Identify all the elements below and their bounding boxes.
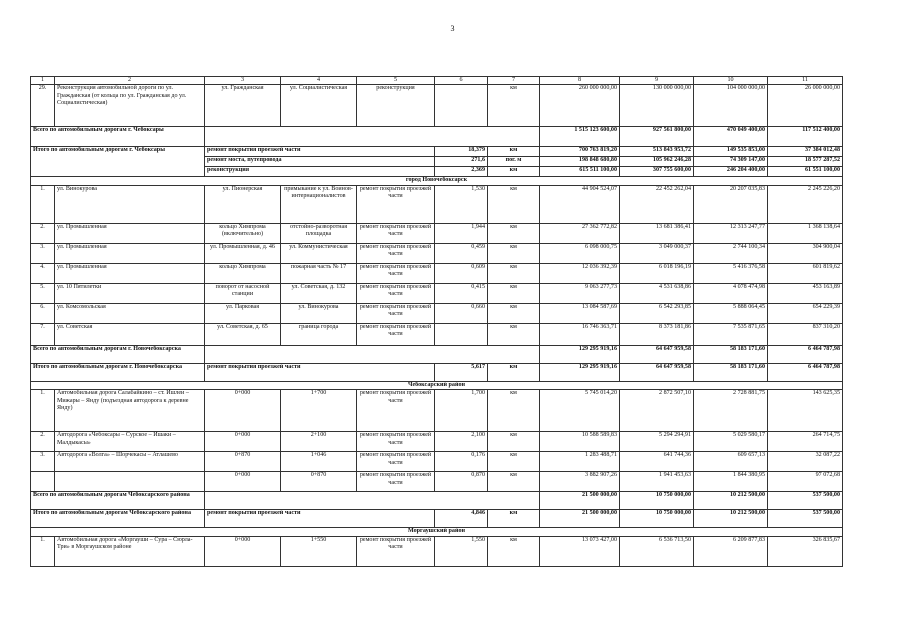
road-name-cell: ул. Промышленная (55, 263, 205, 283)
table-cell: 264 714,75 (768, 432, 843, 452)
table-cell: 1,530 (435, 185, 488, 223)
summary-value: 18 577 287,52 (768, 157, 843, 167)
section-title: Моргаушский район (31, 528, 843, 536)
total-value: 537 500,00 (768, 492, 843, 510)
summary-value: 198 848 680,80 (540, 157, 620, 167)
table-cell: 9 063 277,73 (540, 283, 620, 303)
column-number: 6 (435, 77, 488, 85)
summary-row (31, 510, 843, 528)
work-kind: ремонт моста, путепровода (205, 157, 435, 167)
table-cell: 5 294 294,91 (620, 432, 694, 452)
total-row (31, 345, 843, 363)
table-cell: 7. (31, 323, 55, 345)
table-cell: 0,660 (435, 303, 488, 323)
table-cell: 2 872 507,10 (620, 390, 694, 432)
table-cell: ремонт покрытия проезжей части (357, 323, 435, 345)
table-cell: 3. (31, 243, 55, 263)
table-cell: км (488, 303, 540, 323)
table-cell: ремонт покрытия проезжей части (357, 536, 435, 566)
table-cell: 5 029 580,17 (694, 432, 768, 452)
table-row (31, 263, 843, 283)
table-cell: 32 087,22 (768, 452, 843, 472)
table-cell: 6 536 713,50 (620, 536, 694, 566)
table-cell: ремонт покрытия проезжей части (357, 452, 435, 472)
column-number: 1 (31, 77, 55, 85)
table-cell: 13 681 386,41 (620, 223, 694, 243)
total-label: Всего по автомобильным дорогам г. Новочебоксарска (31, 345, 205, 363)
table-cell: 6 018 196,19 (620, 263, 694, 283)
table-cell: 0+000 (205, 390, 281, 432)
table-cell: 1,550 (435, 536, 488, 566)
table-cell: 1,944 (435, 223, 488, 243)
unit: км (488, 510, 540, 528)
table-cell: 0,459 (435, 243, 488, 263)
table-cell: ремонт покрытия проезжей части (357, 223, 435, 243)
summary-value: 6 464 787,98 (768, 363, 843, 381)
table-row (31, 432, 843, 452)
table-cell: 1 368 138,64 (768, 223, 843, 243)
table-row (31, 452, 843, 472)
work-kind: ремонт покрытия проезжей части (205, 510, 435, 528)
table-row (31, 323, 843, 345)
table-cell: ул. Парковая (205, 303, 281, 323)
summary-label: Итого по автомобильным дорогам г. Чебоксары (31, 147, 205, 177)
total-label: Всего по автомобильным дорогам г. Чебоксары (31, 127, 205, 147)
table-cell: граница города (281, 323, 357, 345)
table-cell: 20 207 035,83 (694, 185, 768, 223)
table-cell: ул. Советская, д. 65 (205, 323, 281, 345)
table-cell: ремонт покрытия проезжей части (357, 432, 435, 452)
table-row (31, 85, 843, 127)
summary-value: 129 295 919,16 (540, 363, 620, 381)
road-name-cell: ул. Винокурова (55, 185, 205, 223)
table-cell: км (488, 223, 540, 243)
table-cell: 0,176 (435, 452, 488, 472)
table-cell: км (488, 243, 540, 263)
work-kind: ремонт покрытия проезжей части (205, 363, 435, 381)
table-cell: 1. (31, 185, 55, 223)
summary-value: 307 755 600,00 (620, 167, 694, 177)
road-name-cell: ул. Промышленная (55, 243, 205, 263)
column-number: 4 (281, 77, 357, 85)
table-cell: км (488, 472, 540, 492)
total-value: 927 561 800,00 (620, 127, 694, 147)
table-cell: 2 728 881,75 (694, 390, 768, 432)
unit: км (488, 363, 540, 381)
total-value: 117 512 400,00 (768, 127, 843, 147)
table-cell: ул. Пионерская (205, 185, 281, 223)
table-cell: 16 746 363,71 (540, 323, 620, 345)
summary-value: 74 309 147,00 (694, 157, 768, 167)
section-header (31, 528, 843, 536)
summary-value: 61 551 100,00 (768, 167, 843, 177)
quantity: 4,846 (435, 510, 488, 528)
table-cell: ремонт покрытия проезжей части (357, 243, 435, 263)
summary-value: 700 763 819,20 (540, 147, 620, 157)
total-value: 6 464 787,98 (768, 345, 843, 363)
total-value: 470 049 400,00 (694, 127, 768, 147)
total-value: 1 515 123 600,00 (540, 127, 620, 147)
table-cell: ремонт покрытия проезжей части (357, 303, 435, 323)
table-cell: 5 416 376,58 (694, 263, 768, 283)
table-cell: ул. Винокурова (281, 303, 357, 323)
total-value: 10 212 500,00 (694, 492, 768, 510)
road-name-cell (55, 472, 205, 492)
table-cell: 12 313 247,77 (694, 223, 768, 243)
quantity: 2,369 (435, 167, 488, 177)
table-cell: 6 098 000,75 (540, 243, 620, 263)
table-cell: кольцо Химпрома (205, 263, 281, 283)
table-cell: 4. (31, 263, 55, 283)
table-cell: 5 745 014,20 (540, 390, 620, 432)
table-cell: ул. Гражданская (205, 85, 281, 127)
table-cell: 0+000 (205, 432, 281, 452)
summary-row (31, 147, 843, 157)
column-number: 9 (620, 77, 694, 85)
table-cell: 8 373 181,86 (620, 323, 694, 345)
road-name-cell: ул. Советская (55, 323, 205, 345)
column-number: 8 (540, 77, 620, 85)
table-cell (205, 127, 540, 147)
table-cell: 0+870 (281, 472, 357, 492)
work-kind: ремонт покрытия проезжей части (205, 147, 435, 157)
table-cell: км (488, 432, 540, 452)
unit: км (488, 167, 540, 177)
summary-value: 10 212 500,00 (694, 510, 768, 528)
table-cell: 453 163,89 (768, 283, 843, 303)
table-cell: 5 888 064,45 (694, 303, 768, 323)
quantity: 271,6 (435, 157, 488, 167)
column-number: 3 (205, 77, 281, 85)
road-name-cell: ул. Промышленная (55, 223, 205, 243)
table-cell: 1. (31, 536, 55, 566)
total-value: 64 647 959,58 (620, 345, 694, 363)
table-cell: 260 000 000,00 (540, 85, 620, 127)
table-cell: 1 941 453,63 (620, 472, 694, 492)
table-row (31, 536, 843, 566)
table-cell: 13 084 587,69 (540, 303, 620, 323)
total-label: Всего по автомобильным дорогам Чебоксарского района (31, 492, 205, 510)
table-cell (435, 85, 488, 127)
column-number: 7 (488, 77, 540, 85)
table-cell: отстойно-разворотная площадка (281, 223, 357, 243)
table-cell: 0,415 (435, 283, 488, 303)
table-row (31, 223, 843, 243)
table-cell: ремонт покрытия проезжей части (357, 283, 435, 303)
table-cell: 0+870 (205, 452, 281, 472)
section-title: город Новочебоксарск (31, 177, 843, 185)
table-cell: 2 744 100,34 (694, 243, 768, 263)
column-number: 10 (694, 77, 768, 85)
table-cell (205, 492, 540, 510)
total-value: 10 750 000,00 (620, 492, 694, 510)
table-cell: 641 744,36 (620, 452, 694, 472)
table-cell: км (488, 283, 540, 303)
section-header (31, 381, 843, 389)
table-cell: 7 535 871,65 (694, 323, 768, 345)
table-cell: 4 078 474,98 (694, 283, 768, 303)
table-cell: 6 542 293,85 (620, 303, 694, 323)
table-cell: 27 362 772,82 (540, 223, 620, 243)
table-body (31, 77, 843, 567)
table-cell: ул. Социалистическая (281, 85, 357, 127)
table-cell: км (488, 536, 540, 566)
table-row (31, 283, 843, 303)
table-cell: поворот от насосной станции (205, 283, 281, 303)
table-cell: ремонт покрытия проезжей части (357, 263, 435, 283)
table-cell: 1,700 (435, 390, 488, 432)
road-name-cell: Автомобильная дорога «Моргауши – Сура – Сюрла-Три» в Моргаушском районе (55, 536, 205, 566)
table-cell: 44 904 524,07 (540, 185, 620, 223)
table-cell: 104 000 000,00 (694, 85, 768, 127)
unit: км (488, 147, 540, 157)
work-kind: реконструкция (205, 167, 435, 177)
table-cell (31, 472, 55, 492)
summary-value: 149 535 853,00 (694, 147, 768, 157)
table-cell: 2. (31, 223, 55, 243)
table-cell: ул. Советская, д. 132 (281, 283, 357, 303)
table-cell: 26 000 000,00 (768, 85, 843, 127)
table-cell: 13 073 427,00 (540, 536, 620, 566)
table-row (31, 390, 843, 432)
table-cell: ремонт покрытия проезжей части (357, 185, 435, 223)
table-cell: 1 283 488,71 (540, 452, 620, 472)
summary-value: 21 500 000,00 (540, 510, 620, 528)
section-header (31, 177, 843, 185)
table-cell: 326 835,67 (768, 536, 843, 566)
road-name-cell: Автомобильная дорога Салабайкино – ст. Ишлеи – Мижары – Янду (подъездная автодорога к деревне Янду) (55, 390, 205, 432)
total-value: 21 500 000,00 (540, 492, 620, 510)
table-cell: ул. Промышленная, д. 46 (205, 243, 281, 263)
table-cell: 10 588 589,83 (540, 432, 620, 452)
table-cell: реконструкция (357, 85, 435, 127)
table-row (31, 185, 843, 223)
summary-value: 615 511 100,00 (540, 167, 620, 177)
section-title: Чебоксарский район (31, 381, 843, 389)
table-cell: 0+000 (205, 536, 281, 566)
table-row (31, 303, 843, 323)
table-cell: км (488, 185, 540, 223)
table-cell: 0+000 (205, 472, 281, 492)
table-cell: 0,609 (435, 263, 488, 283)
summary-value: 537 500,00 (768, 510, 843, 528)
road-name-cell: Реконструкция автомобильной дороги по ул. Гражданская (от кольца по ул. Гражданская до ул. Социалистическая) (55, 85, 205, 127)
table-cell: 2 245 226,20 (768, 185, 843, 223)
summary-value: 37 384 012,48 (768, 147, 843, 157)
total-value: 129 295 919,16 (540, 345, 620, 363)
table-cell: 130 000 000,00 (620, 85, 694, 127)
summary-value: 105 962 246,28 (620, 157, 694, 167)
table-row (31, 472, 843, 492)
table-cell: 601 819,62 (768, 263, 843, 283)
table-cell: 1 844 380,95 (694, 472, 768, 492)
table-cell: км (488, 85, 540, 127)
table-row (31, 243, 843, 263)
table-cell: 1. (31, 390, 55, 432)
page-number: 3 (450, 24, 455, 33)
table-cell: ремонт покрытия проезжей части (357, 390, 435, 432)
summary-row (31, 363, 843, 381)
column-number: 11 (768, 77, 843, 85)
road-name-cell: ул. 10 Пятилетки (55, 283, 205, 303)
header-row (31, 77, 843, 85)
table-cell: кольцо Химпрома (включительно) (205, 223, 281, 243)
table-cell: 1+700 (281, 390, 357, 432)
table-cell: 609 657,13 (694, 452, 768, 472)
table-cell: ремонт покрытия проезжей части (357, 472, 435, 492)
table-cell: ул. Коммунистическая (281, 243, 357, 263)
table-cell: пожарная часть № 17 (281, 263, 357, 283)
summary-value: 64 647 959,58 (620, 363, 694, 381)
table-cell: 304 900,04 (768, 243, 843, 263)
table-cell: 12 036 392,39 (540, 263, 620, 283)
table-cell (435, 323, 488, 345)
table-cell: 6 209 877,83 (694, 536, 768, 566)
road-name-cell: Автодорога «Волга» – Шорчекасы – Атлашево (55, 452, 205, 472)
table-cell: 3 882 907,26 (540, 472, 620, 492)
table-cell: 6. (31, 303, 55, 323)
summary-value: 10 750 000,00 (620, 510, 694, 528)
table-cell: 97 072,68 (768, 472, 843, 492)
table-cell: 0,870 (435, 472, 488, 492)
summary-value: 58 183 171,60 (694, 363, 768, 381)
summary-value: 246 204 400,00 (694, 167, 768, 177)
unit: пог. м (488, 157, 540, 167)
table-cell: 3. (31, 452, 55, 472)
table-cell: 143 625,35 (768, 390, 843, 432)
quantity: 5,617 (435, 363, 488, 381)
table-cell: 5. (31, 283, 55, 303)
table-cell: км (488, 390, 540, 432)
table-cell: км (488, 263, 540, 283)
table-cell: 3 049 000,37 (620, 243, 694, 263)
table-cell: 29. (31, 85, 55, 127)
table-cell: км (488, 452, 540, 472)
table-cell: км (488, 323, 540, 345)
table-cell: 2+100 (281, 432, 357, 452)
table-cell: 4 531 638,86 (620, 283, 694, 303)
summary-label: Итого по автомобильным дорогам г. Новочебоксарска (31, 363, 205, 381)
total-row (31, 492, 843, 510)
table-cell: 2,100 (435, 432, 488, 452)
table-cell: 1+550 (281, 536, 357, 566)
table-cell (205, 345, 540, 363)
table-cell: 22 452 262,04 (620, 185, 694, 223)
column-number: 2 (55, 77, 205, 85)
column-number: 5 (357, 77, 435, 85)
table-cell: 1+046 (281, 452, 357, 472)
table-cell: 654 229,39 (768, 303, 843, 323)
table-cell: 2. (31, 432, 55, 452)
summary-value: 513 843 953,72 (620, 147, 694, 157)
total-row (31, 127, 843, 147)
road-name-cell: Автодорога «Чебоксары – Сурское – Ишаки – Малдыкасы» (55, 432, 205, 452)
table-cell: 837 310,20 (768, 323, 843, 345)
road-name-cell: ул. Комсомольская (55, 303, 205, 323)
summary-label: Итого по автомобильным дорогам Чебоксарского района (31, 510, 205, 528)
table-cell: примыкание к ул. Воинов-интернационалистов (281, 185, 357, 223)
road-works-table (30, 76, 843, 567)
quantity: 18,379 (435, 147, 488, 157)
total-value: 58 183 171,60 (694, 345, 768, 363)
